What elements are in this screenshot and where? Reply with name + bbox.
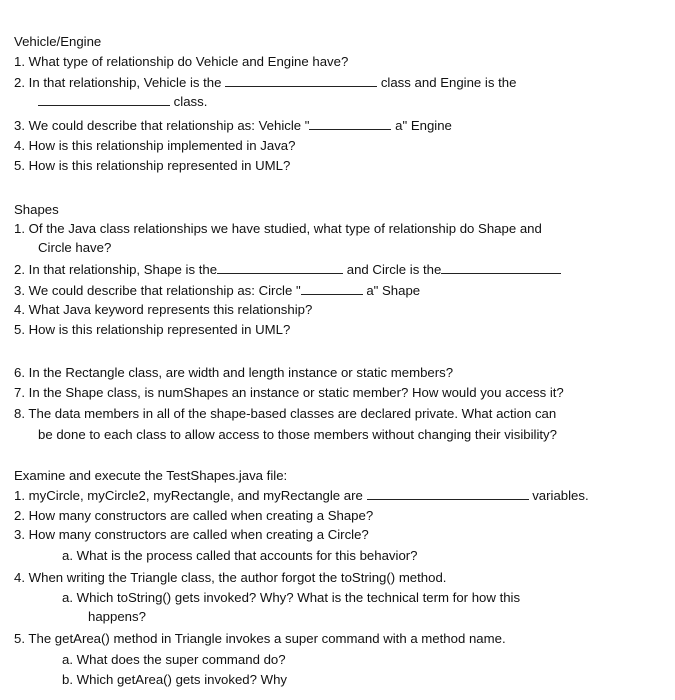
shapes-question-5: 5. How is this relationship represented in UML? xyxy=(14,322,291,337)
vehicle-question-2-cont xyxy=(38,92,207,112)
examine-q1-text-a: 1. myCircle, myCircle2, myRectangle, and myRectangle are xyxy=(14,488,363,503)
examine-question-2: 2. How many constructors are called when creating a Shape? xyxy=(14,508,374,523)
shapes-question-1: 1. Of the Java class relationships we have studied, what type of relationship do Shape and xyxy=(14,221,542,236)
examine-q1-text-b: variables. xyxy=(532,488,589,503)
section-heading-examine: Examine and execute the TestShapes.java file: xyxy=(14,468,288,483)
shapes-question-3 xyxy=(14,281,420,301)
answer-blank[interactable] xyxy=(441,260,561,274)
shapes-question-4: 4. What Java keyword represents this relationship? xyxy=(14,302,313,317)
shapes-q3-text-a: 3. We could describe that relationship as: Circle " xyxy=(14,283,301,298)
answer-blank[interactable] xyxy=(309,116,391,130)
vehicle-question-4: 4. How is this relationship implemented in Java? xyxy=(14,138,296,153)
examine-question-1 xyxy=(14,486,589,506)
examine-question-3: 3. How many constructors are called when creating a Circle? xyxy=(14,527,369,542)
vehicle-q3-text-a: 3. We could describe that relationship as: Vehicle " xyxy=(14,118,310,133)
shapes-question-1-cont: Circle have? xyxy=(38,240,112,255)
vehicle-question-2 xyxy=(14,73,516,93)
answer-blank[interactable] xyxy=(367,486,529,500)
section-heading-shapes: Shapes xyxy=(14,202,59,217)
examine-question-4: 4. When writing the Triangle class, the author forgot the toString() method. xyxy=(14,570,447,585)
members-question-8: 8. The data members in all of the shape-based classes are declared private. What action can xyxy=(14,406,557,421)
vehicle-question-5: 5. How is this relationship represented in UML? xyxy=(14,158,291,173)
members-question-6: 6. In the Rectangle class, are width and length instance or static members? xyxy=(14,365,454,380)
answer-blank[interactable] xyxy=(38,92,170,106)
answer-blank[interactable] xyxy=(301,281,363,295)
answer-blank[interactable] xyxy=(217,260,343,274)
examine-question-5: 5. The getArea() method in Triangle invokes a super command with a method name. xyxy=(14,631,506,646)
section-heading-vehicle: Vehicle/Engine xyxy=(14,34,102,49)
examine-question-4a-cont: happens? xyxy=(88,609,146,624)
examine-question-4a: a. Which toString() gets invoked? Why? What is the technical term for how this xyxy=(62,590,521,605)
vehicle-q2-text-c: class. xyxy=(173,94,208,109)
examine-question-5a: a. What does the super command do? xyxy=(62,652,286,667)
vehicle-question-1: 1. What type of relationship do Vehicle and Engine have? xyxy=(14,54,349,69)
vehicle-q2-text-a: 2. In that relationship, Vehicle is the xyxy=(14,75,222,90)
members-question-7: 7. In the Shape class, is numShapes an instance or static member? How would you access it? xyxy=(14,385,564,400)
answer-blank[interactable] xyxy=(225,73,377,87)
vehicle-question-3 xyxy=(14,116,452,136)
vehicle-q3-text-b: a" Engine xyxy=(395,118,452,133)
shapes-q2-text-a: 2. In that relationship, Shape is the xyxy=(14,262,218,277)
members-question-8-cont: be done to each class to allow access to those members without changing their visibility? xyxy=(38,427,557,442)
shapes-q2-text-b: and Circle is the xyxy=(346,262,442,277)
examine-question-5b: b. Which getArea() gets invoked? Why xyxy=(62,672,288,687)
examine-question-3a: a. What is the process called that accounts for this behavior? xyxy=(62,548,418,563)
shapes-q3-text-b: a" Shape xyxy=(366,283,421,298)
vehicle-q2-text-b: class and Engine is the xyxy=(380,75,517,90)
shapes-question-2 xyxy=(14,260,561,280)
